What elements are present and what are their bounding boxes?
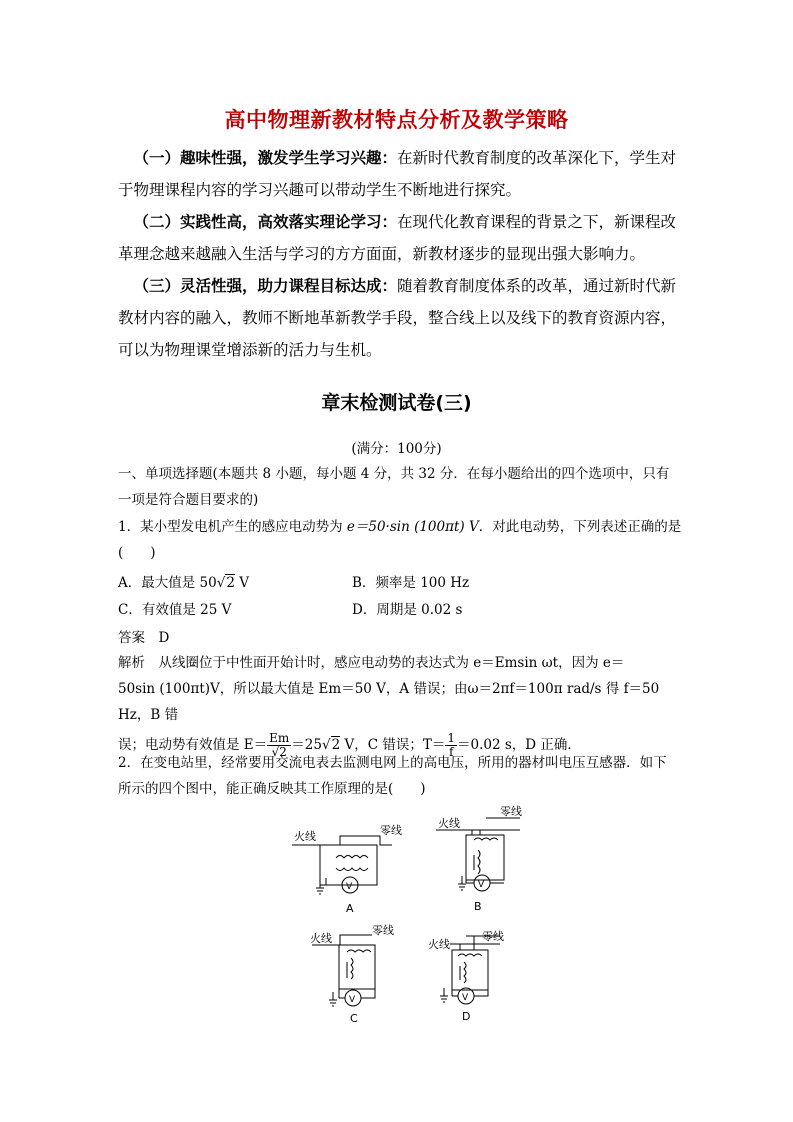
circuit-d [440,936,500,1004]
label-neutral-b: 零线 [500,805,522,818]
label-neutral-d: 零线 [482,930,504,943]
figure-label-c: C [350,1012,358,1025]
meter-c: V [349,995,356,1005]
label-live-d: 火线 [428,938,450,951]
circuit-c [312,935,375,1006]
meter-a: V [346,882,353,892]
full-score: (满分：100分) [351,441,442,457]
fraction-one-over-f: $\frac{1}{f}$ [447,731,455,759]
fraction-em-root2: $\frac{Em}{√2}$ [269,731,290,759]
intro-head-1: （一）趣味性强，激发学生学习兴趣： [133,149,398,167]
answer-line [118,626,169,646]
analysis: 解析 从线圈位于中性面开始计时，感应电动势的表达式为 e＝Emsin ωt，因为 e＝ 50sin (100πt)V，所以最大值是 Em＝50 V，A 错误；由ω＝2πf＝100π rad/s 得 f＝50 Hz，B 错 误；电动势有效值是 E＝ $\frac{Em}{√2}$ ＝25√2 V，C 错误；T＝ $\frac{1}{f}$ ＝0.02 s，D 正确． [118,655,660,759]
intro-paragraph-3: （三）灵活性强，助力课程目标达成：随着教育制度体系的改革，通过新时代新 教材内容的融入，教师不断地革新教学手段，整合线上以及线下的教育资源内容， 可以为物理课堂增添新的活力与生机。 [118,277,677,359]
emf-expression: e＝50·sin (100πt) V [346,519,479,535]
intro-paragraph-2: （二）实践性高，高效落实理论学习：在现代化教育课程的背景之下，新课程改 革理念越来越融入生活与学习的方方面面，新教材逐步的显现出强大影响力。 [118,213,677,263]
figure-label-d: D [462,1010,471,1023]
option-b: B．频率是 100 Hz [352,575,470,591]
intro-head-2: （二）实践性高，高效落实理论学习： [133,213,398,231]
question-1-stem: 1．某小型发电机产生的感应电动势为 e＝50·sin (100πt) V．对此电动势，下列表述正确的是 ( ) [118,514,684,566]
meter-d: V [462,993,469,1003]
exam-title: 章末检测试卷(三) [321,392,472,414]
intro-head-3: （三）灵活性强，助力课程目标达成： [133,277,398,295]
answer-label: 答案 [118,630,145,646]
answer-parentheses: ( ) [118,545,156,561]
label-live-a: 火线 [294,830,316,843]
intro-paragraph-1: （一）趣味性强，激发学生学习兴趣：在新时代教育制度的改革深化下，学生对 于物理课程内容的学习兴趣可以带动学生不断地进行探究。 [118,149,677,199]
section-heading: 一、单项选择题(本题共 8 小题，每小题 4 分，共 32 分．在每小题给出的四个选项中，只有 一项是符合题目要求的) [118,466,670,508]
label-live-b: 火线 [438,817,460,830]
question-2-stem: 2．在变电站里，经常要用交流电表去监测电网上的高电压，所用的器材叫电压互感器．如下 所示的四个图中，能正确反映其工作原理的是( ) [118,755,667,797]
doc-title: 高中物理新教材特点分析及教学策略 [224,108,569,132]
circuit-b [436,818,520,891]
option-d: D．周期是 0.02 s [352,602,463,618]
label-neutral-c: 零线 [372,924,394,937]
label-live-c: 火线 [310,932,332,945]
meter-b: V [478,880,485,890]
option-c: C．有效值是 25 V [118,602,232,618]
analysis-label: 解析 [118,655,145,671]
label-neutral-a: 零线 [380,824,402,837]
option-a: A．最大值是 50√2 V [118,575,249,591]
figure-label-a: A [346,902,354,915]
answer-value: D [158,630,170,646]
figure-label-b: B [474,900,482,913]
circuit-a [292,836,392,894]
